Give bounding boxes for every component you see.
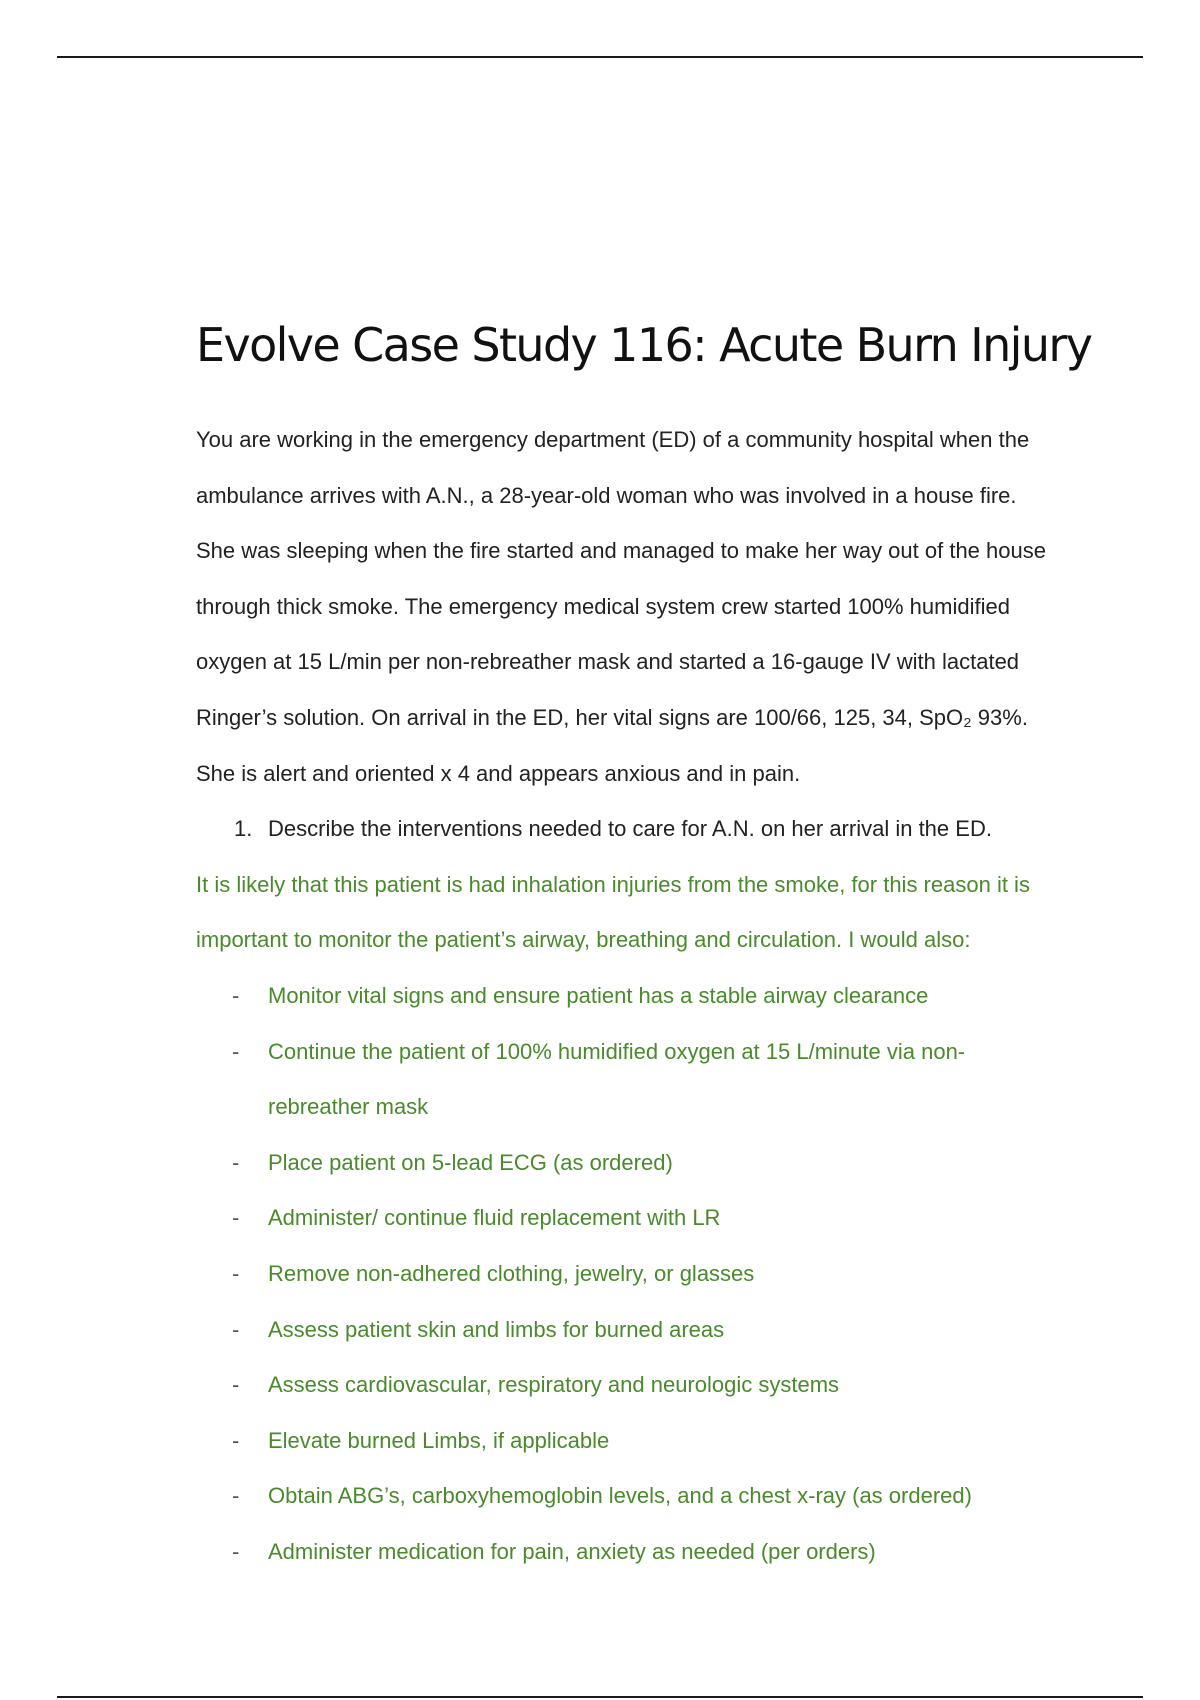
intervention-text	[268, 1468, 1156, 1524]
intervention-line: Obtain ABG’s, carboxyhemoglobin levels, and a chest x-ray (as ordered)	[268, 1483, 972, 1509]
question-1	[196, 801, 1156, 857]
intervention-line: Place patient on 5-lead ECG (as ordered)	[268, 1149, 673, 1175]
bullet-dash: -	[232, 1260, 240, 1286]
bullet-dash: -	[232, 1483, 240, 1509]
intervention-text	[268, 1413, 1156, 1469]
document-body	[196, 318, 1156, 1579]
intro-line: oxygen at 15 L/min per non-rebreather mask and started a 16-gauge IV with lactated	[196, 649, 1020, 675]
intervention-text	[268, 1135, 1156, 1191]
intro-line: Ringer’s solution. On arrival in the ED, her vital signs are 100/66, 125, 34, SpO₂ 93%.	[196, 704, 1028, 730]
answer-paragraph	[196, 857, 1156, 968]
answer-line: It is likely that this patient is had inhalation injuries from the smoke, for this reason it is	[196, 871, 1030, 897]
bullet-dash: -	[232, 982, 240, 1008]
intervention-item	[196, 1468, 1156, 1524]
intervention-item	[196, 1302, 1156, 1358]
intervention-text	[268, 1302, 1156, 1358]
top-divider	[57, 56, 1143, 58]
bullet-dash: -	[232, 1038, 240, 1064]
intro-line: You are working in the emergency department (ED) of a community hospital when the	[196, 427, 1030, 452]
intervention-line: Administer/ continue fluid replacement with LR	[268, 1205, 721, 1231]
intervention-line: Remove non-adhered clothing, jewelry, or glasses	[268, 1260, 755, 1286]
intervention-line: Continue the patient of 100% humidified oxygen at 15 L/minute via non-	[268, 1038, 966, 1064]
intro-line: She is alert and oriented x 4 and appears anxious and in pain.	[196, 760, 801, 786]
intervention-item	[196, 1135, 1156, 1191]
bottom-divider	[57, 1696, 1143, 1698]
intervention-text	[268, 1246, 1156, 1302]
bullet-dash: -	[232, 1205, 240, 1231]
bullet-dash: -	[232, 1538, 240, 1564]
case-intro-paragraph	[196, 412, 1156, 801]
intervention-line: rebreather mask	[268, 1094, 429, 1120]
intervention-text	[268, 1524, 1156, 1580]
intervention-text	[268, 968, 1156, 1024]
intro-line: ambulance arrives with A.N., a 28-year-old woman who was involved in a house fire.	[196, 482, 1017, 508]
intervention-line: Administer medication for pain, anxiety as needed (per orders)	[268, 1538, 876, 1564]
question-number: 1.	[234, 816, 253, 842]
intervention-line: Elevate burned Limbs, if applicable	[268, 1427, 610, 1453]
intervention-item	[196, 1413, 1156, 1469]
intervention-item	[196, 1190, 1156, 1246]
interventions-list	[196, 968, 1156, 1580]
document-title: Evolve Case Study 116: Acute Burn Injury	[196, 318, 1092, 372]
intervention-line: Assess cardiovascular, respiratory and neurologic systems	[268, 1372, 840, 1398]
question-text: Describe the interventions needed to care for A.N. on her arrival in the ED.	[268, 816, 992, 842]
intervention-item	[196, 1024, 1156, 1135]
intervention-line: Monitor vital signs and ensure patient has a stable airway clearance	[268, 982, 929, 1008]
answer-line: important to monitor the patient’s airway, breathing and circulation. I would also:	[196, 927, 971, 953]
intro-line: She was sleeping when the fire started and managed to make her way out of the house	[196, 538, 1046, 564]
bullet-dash: -	[232, 1372, 240, 1398]
intervention-item	[196, 1357, 1156, 1413]
bullet-dash: -	[232, 1149, 240, 1175]
intervention-text	[268, 1024, 1156, 1135]
bullet-dash: -	[232, 1316, 240, 1342]
intervention-line: Assess patient skin and limbs for burned areas	[268, 1316, 725, 1342]
intervention-item	[196, 1524, 1156, 1580]
intervention-item	[196, 968, 1156, 1024]
intro-line: through thick smoke. The emergency medical system crew started 100% humidified	[196, 593, 1010, 619]
intervention-text	[268, 1357, 1156, 1413]
intervention-text	[268, 1190, 1156, 1246]
intervention-item	[196, 1246, 1156, 1302]
bullet-dash: -	[232, 1427, 240, 1453]
